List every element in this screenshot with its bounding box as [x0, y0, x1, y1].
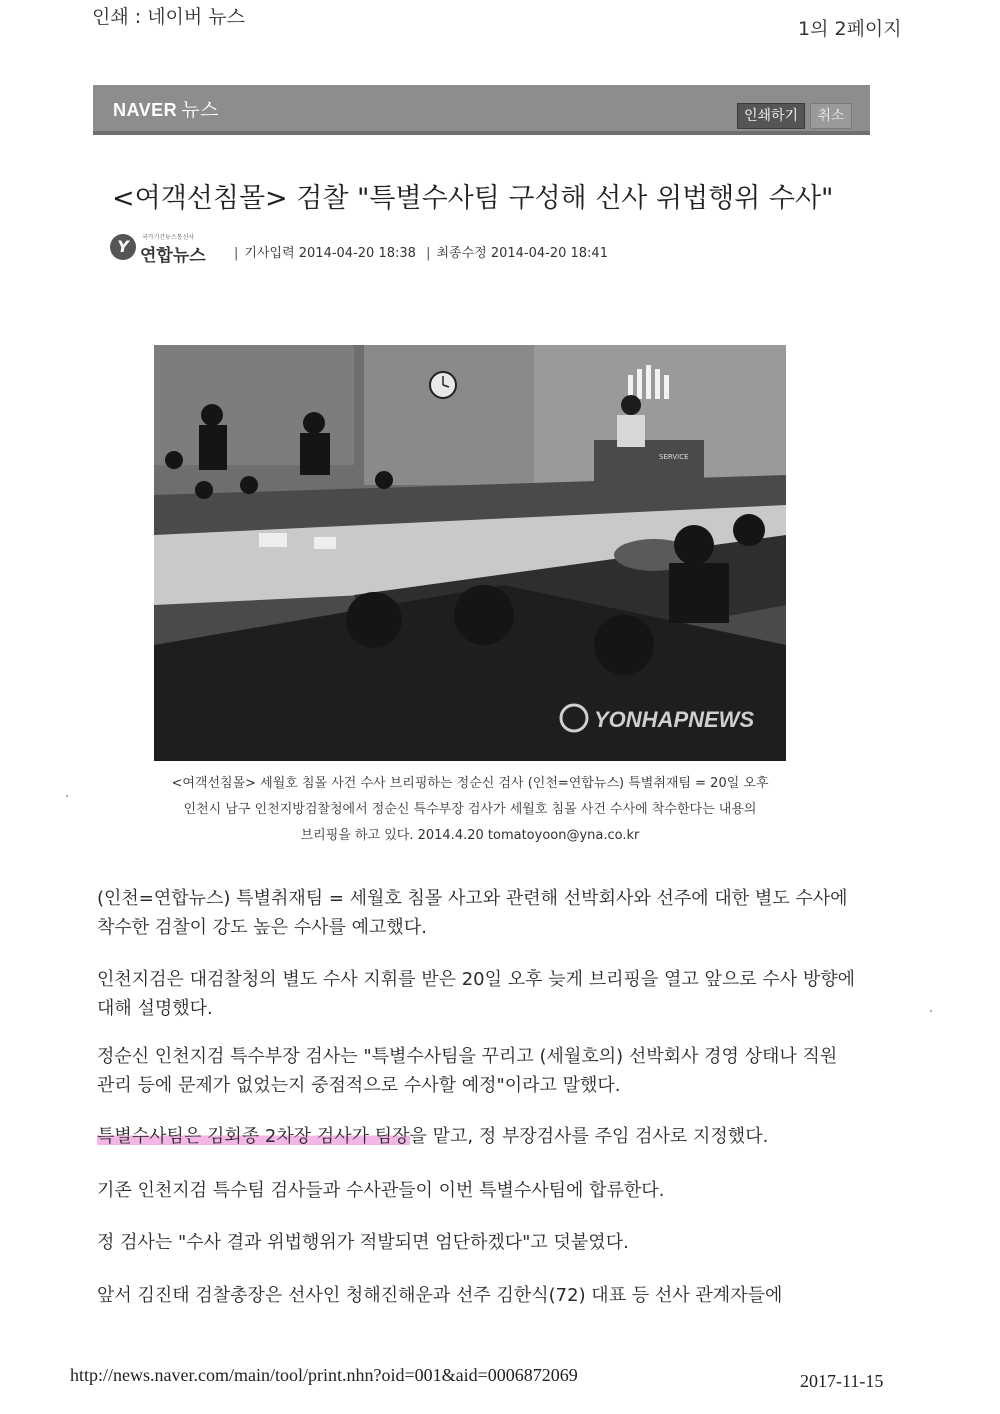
published-time: 2014-04-20 18:38	[298, 246, 416, 261]
article-paragraph: 앞서 김진태 검찰총장은 선사인 청해진해운과 선주 김한식(72) 대표 등 선사 관계자들에	[97, 1285, 783, 1306]
naver-logo-text: NAVER	[113, 100, 178, 120]
print-button[interactable]: 인쇄하기	[737, 103, 805, 129]
highlighted-text: 특별수사팀은 김회종 2차장 검사가 팀장	[97, 1126, 410, 1147]
paragraph-text: 을 맡고, 정 부장검사를 주임 검사로 지정했다.	[409, 1126, 769, 1147]
article-paragraph: 기존 인천지검 특수팀 검사들과 수사관들이 이번 특별수사팀에 합류한다.	[97, 1180, 665, 1201]
article-photo	[154, 345, 786, 761]
yonhap-emblem-icon: Y	[110, 234, 136, 260]
print-footer-url: http://news.naver.com/main/tool/print.nhn?oid=001&aid=0006872069	[70, 1365, 578, 1385]
photo-sign-text: SERVICE	[659, 453, 689, 461]
article-paragraph: (인천=연합뉴스) 특별취재팀 = 세월호 침몰 사고와 관련해 선박회사와 선주에 대한 별도 수사에 착수한 검찰이 강도 높은 수사를 예고했다.	[97, 888, 848, 938]
caption-line: 브리핑을 하고 있다. 2014.4.20 tomatoyoon@yna.co.kr	[300, 828, 640, 843]
yonhap-logo-name: 연합뉴스	[140, 246, 206, 266]
article-meta: | 기사입력 2014-04-20 18:38 | 최종수정 2014-04-20 18:41	[234, 246, 608, 261]
briefing-room-photo	[154, 345, 786, 761]
caption-line: <여객선침몰> 세월호 침몰 사건 수사 브리핑하는 정순신 검사 (인천=연합뉴스) 특별취재팀 = 20일 오후	[171, 776, 769, 791]
modified-time: 2014-04-20 18:41	[490, 246, 608, 261]
scan-speck	[66, 795, 68, 797]
article-paragraph: 정 검사는 "수사 결과 위법행위가 적발되면 엄단하겠다"고 덧붙였다.	[97, 1232, 629, 1253]
naver-news-logo[interactable]	[113, 95, 219, 122]
caption-line: 인천시 남구 인천지방검찰청에서 정순신 특수부장 검사가 세월호 침몰 사건 수사에 착수한다는 내용의	[183, 802, 757, 817]
article-paragraph	[97, 1122, 857, 1151]
modified-label: 최종수정	[436, 246, 487, 261]
cancel-button[interactable]: 취소	[810, 103, 852, 129]
yonhap-logo	[110, 232, 222, 266]
photo-watermark: YONHAPNEWS	[594, 707, 755, 732]
article-headline: <여객선침몰> 검찰 "특별수사팀 구성해 선사 위법행위 수사"	[112, 183, 834, 214]
news-section-label: 뉴스	[181, 100, 219, 121]
photo-caption	[120, 771, 820, 849]
yonhap-logo-tagline: 국가기간뉴스통신사	[142, 234, 195, 241]
print-header-title: 인쇄 : 네이버 뉴스	[92, 6, 245, 28]
published-label: 기사입력	[244, 246, 295, 261]
print-footer-date: 2017-11-15	[800, 1371, 884, 1391]
article-paragraph: 정순신 인천지검 특수부장 검사는 "특별수사팀을 꾸리고 (세월호의) 선박회사 경영 상태나 직원 관리 등에 문제가 없었는지 중점적으로 수사할 예정"이라고 말했다.	[97, 1046, 838, 1096]
print-page-number: 1의 2페이지	[798, 18, 902, 40]
article-paragraph: 인천지검은 대검찰청의 별도 수사 지휘를 받은 20일 오후 늦게 브리핑을 열고 앞으로 수사 방향에 대해 설명했다.	[97, 969, 856, 1019]
scan-speck	[930, 1010, 932, 1012]
